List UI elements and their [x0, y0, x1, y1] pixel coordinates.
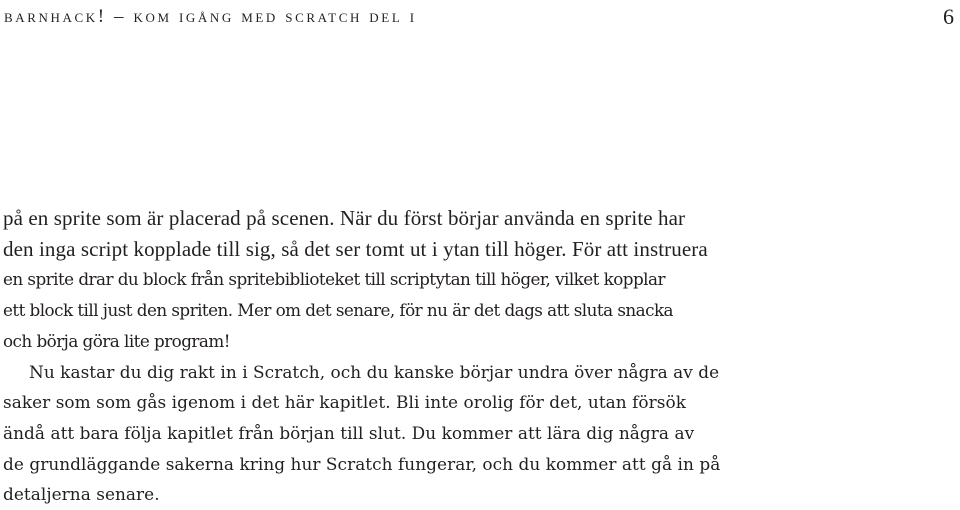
text-line: en sprite drar du block från spritebiblioteket till scriptytan till höger, vilket kopplar [3, 269, 665, 290]
text-line: detaljerna senare. [3, 484, 160, 505]
body-text [3, 203, 763, 510]
text-line: Nu kastar du dig rakt in i Scratch, och du kanske börjar undra över några av de [29, 361, 720, 382]
paragraph-2 [3, 357, 763, 510]
text-line: på en sprite som är placerad på scenen. När du först börjar använda en sprite har [3, 206, 686, 230]
text-line: och börja göra lite program! [3, 330, 230, 351]
text-line: ändå att bara följa kapitlet från början till slut. Du kommer att lära dig några av [3, 422, 695, 443]
text-line: de grundläggande sakerna kring hur Scratch fungerar, och du kommer att gå in på [3, 453, 721, 474]
text-line: ett block till just den spriten. Mer om det senare, för nu är det dags att sluta snacka [3, 300, 674, 321]
page-number: 6 [943, 4, 954, 29]
running-header [4, 4, 956, 32]
header-title: barnhack! – kom igång med scratch del i [4, 6, 417, 27]
paragraph-1 [3, 203, 763, 357]
text-line: saker som som gås igenom i det här kapitlet. Bli inte orolig för det, utan försök [3, 392, 686, 413]
text-line: den inga script kopplade till sig, så det ser tomt ut i ytan till höger. För att instruera [3, 236, 708, 261]
